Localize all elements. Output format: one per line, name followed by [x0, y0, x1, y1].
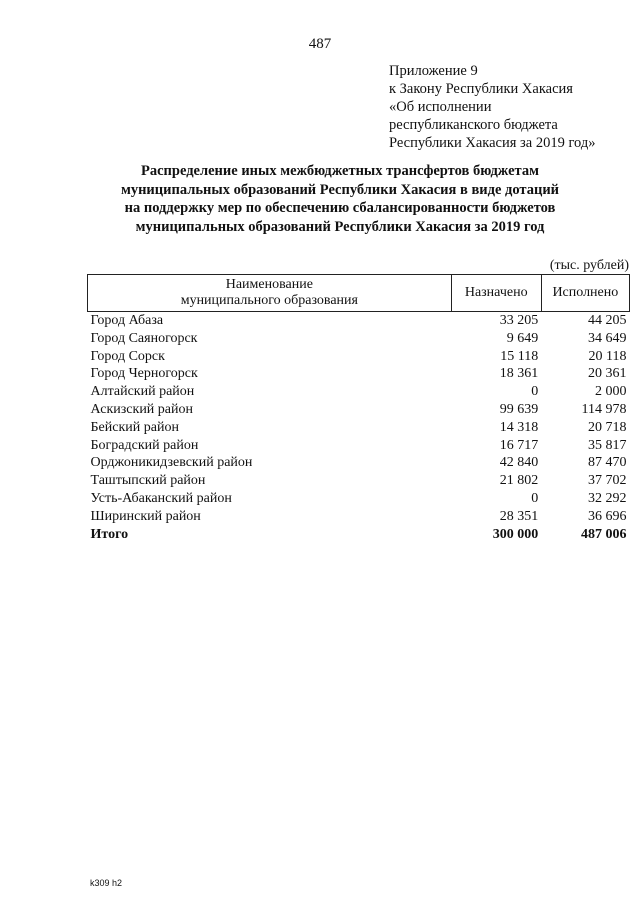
budget-table	[87, 274, 630, 543]
row-executed: 20 361	[588, 366, 627, 382]
row-name: Ширинский район	[90, 508, 201, 524]
appendix-line: Приложение 9	[389, 63, 478, 79]
title-line: муниципальных образований Республики Хакасия за 2019 год	[135, 218, 545, 235]
table-row	[88, 508, 630, 526]
row-executed: 37 702	[588, 473, 627, 489]
header-municipality	[88, 275, 452, 312]
row-planned: 9 649	[506, 330, 539, 346]
row-planned: 21 802	[499, 473, 539, 489]
row-executed: 34 649	[588, 330, 627, 346]
row-name: Алтайский район	[90, 384, 195, 400]
table-row	[88, 490, 630, 508]
row-name: Боградский район	[90, 437, 199, 453]
row-planned: 15 118	[500, 348, 539, 364]
row-name: Таштыпский район	[90, 473, 206, 489]
row-planned: 16 717	[499, 437, 539, 453]
row-name: Город Сорск	[90, 348, 165, 364]
row-executed: 2 000	[595, 384, 627, 400]
table-row	[88, 348, 630, 366]
row-executed: 114 978	[581, 401, 627, 417]
row-planned: 0	[531, 384, 539, 400]
row-executed: 36 696	[588, 508, 627, 524]
title-line: Распределение иных межбюджетных трансфертов бюджетам	[141, 163, 539, 179]
row-planned: 18 361	[499, 366, 539, 382]
total-planned: 300 000	[492, 526, 539, 542]
row-executed: 35 817	[588, 437, 627, 453]
table-total-row	[88, 526, 630, 544]
row-name: Орджоникидзевский район	[90, 455, 253, 471]
row-name: Город Саяногорск	[90, 330, 198, 346]
table-header-row	[88, 275, 630, 312]
table-row	[88, 472, 630, 490]
row-executed: 87 470	[588, 455, 627, 471]
table-row	[88, 454, 630, 472]
table-row	[88, 419, 630, 437]
title-line: на поддержку мер по обеспечению сбалансированности бюджетов	[124, 200, 556, 216]
table-row	[88, 401, 630, 419]
table-row	[88, 365, 630, 383]
table-row	[88, 437, 630, 455]
row-name: Бейский район	[90, 419, 179, 435]
appendix-line: «Об исполнении	[389, 99, 492, 115]
footer-code: k309 h2	[90, 878, 123, 888]
total-name: Итого	[90, 526, 129, 542]
row-planned: 28 351	[499, 508, 539, 524]
page-number: 487	[308, 36, 332, 52]
row-name: Город Черногорск	[90, 366, 198, 382]
units-label: (тыс. рублей)	[549, 258, 629, 273]
row-planned: 99 639	[499, 401, 539, 417]
title-line: муниципальных образований Республики Хакасия в виде дотаций	[120, 181, 560, 198]
row-planned: 0	[531, 490, 539, 506]
total-executed: 487 006	[581, 526, 627, 542]
appendix-line: Республики Хакасия за 2019 год»	[389, 135, 596, 151]
table-row	[88, 330, 630, 348]
header-municipality-line2: муниципального образования	[180, 293, 358, 308]
row-name: Город Абаза	[90, 313, 164, 328]
row-executed: 20 718	[588, 419, 627, 435]
appendix-line: к Закону Республики Хакасия	[389, 81, 573, 97]
appendix-reference	[389, 62, 595, 152]
row-name: Усть-Абаканский район	[90, 490, 232, 506]
row-planned: 14 318	[499, 419, 539, 435]
row-planned: 42 840	[499, 455, 539, 471]
row-executed: 44 205	[588, 313, 627, 328]
row-name: Аскизский район	[90, 401, 193, 417]
table-row	[88, 383, 630, 401]
header-planned: Назначено	[451, 275, 541, 312]
row-planned: 33 205	[499, 313, 539, 328]
appendix-line: республиканского бюджета	[389, 117, 558, 133]
header-municipality-line1: Наименование	[225, 277, 313, 292]
row-executed: 32 292	[588, 490, 627, 506]
document-title	[70, 162, 610, 236]
row-executed: 20 118	[588, 348, 627, 364]
header-executed: Исполнено	[541, 275, 629, 312]
table-row	[88, 312, 630, 330]
